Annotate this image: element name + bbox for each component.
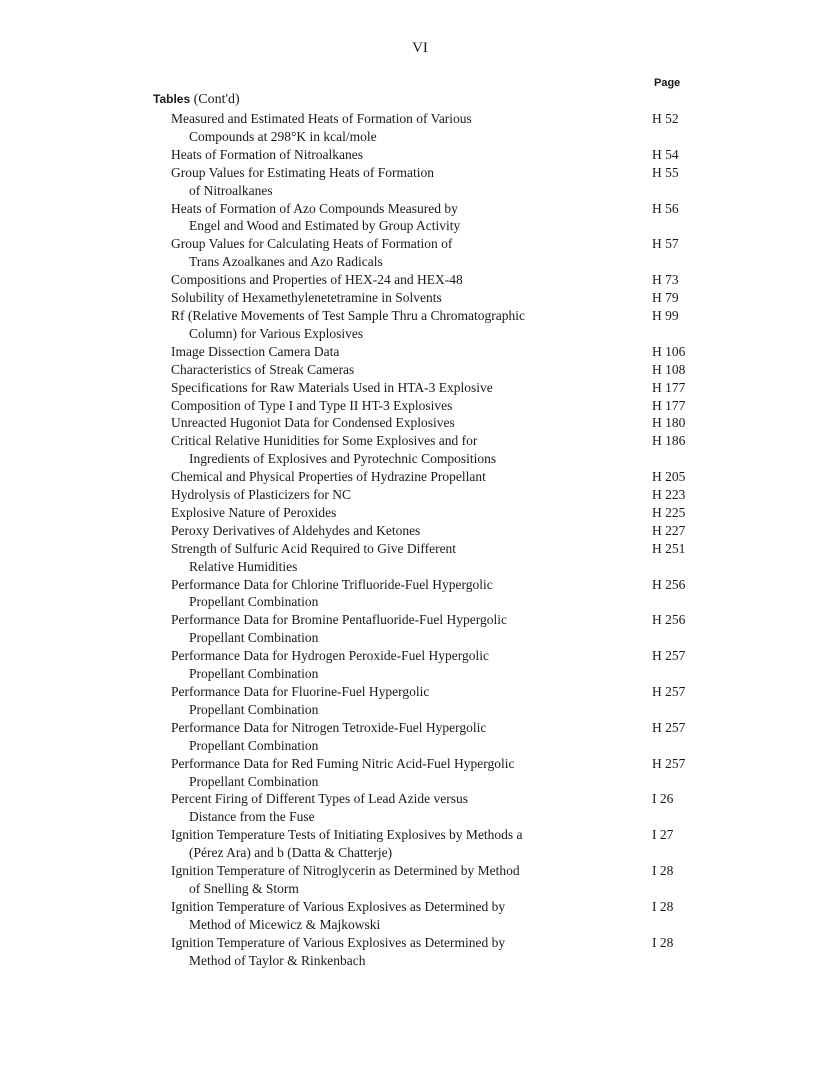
toc-entry xyxy=(171,504,711,522)
toc-entry-page: I 27 xyxy=(652,827,674,843)
toc-entry-title: Compositions and Properties of HEX-24 and HEX-48 xyxy=(171,272,463,288)
section-suffix: (Cont'd) xyxy=(190,92,240,107)
toc-entry xyxy=(171,164,711,200)
toc-entry-title: Performance Data for Red Fuming Nitric Acid-Fuel Hypergolic xyxy=(171,755,515,771)
toc-entry-page: I 28 xyxy=(652,898,674,914)
page-number: VI xyxy=(412,40,428,56)
toc-entry-page: H 108 xyxy=(652,361,686,377)
toc-entry-title-continued: Engel and Wood and Estimated by Group Activity xyxy=(189,218,461,234)
toc-entry xyxy=(171,862,711,898)
toc-entry-title-continued: of Snelling & Storm xyxy=(189,880,299,896)
toc-entry-title-continued: Distance from the Fuse xyxy=(189,809,315,825)
toc-entry-title-continued: of Nitroalkanes xyxy=(189,182,273,198)
toc-entry-page: H 251 xyxy=(652,540,686,556)
toc-entry xyxy=(171,468,711,486)
page-column-label: Page xyxy=(654,77,681,89)
toc-entry-title: Peroxy Derivatives of Aldehydes and Ketones xyxy=(171,522,421,538)
toc-entry-page: H 99 xyxy=(652,307,679,323)
toc-entry xyxy=(171,110,711,146)
toc-entry-title: Unreacted Hugoniot Data for Condensed Explosives xyxy=(171,415,455,431)
toc-entry-title: Rf (Relative Movements of Test Sample Thru a Chromatographic xyxy=(171,307,525,323)
toc-entry-title: Ignition Temperature Tests of Initiating Explosives by Methods a xyxy=(171,827,523,843)
toc-entry-title: Ignition Temperature of Nitroglycerin as Determined by Method xyxy=(171,863,520,879)
toc-entry-title: Performance Data for Hydrogen Peroxide-Fuel Hypergolic xyxy=(171,648,490,664)
toc-entry-title: Chemical and Physical Properties of Hydrazine Propellant xyxy=(171,469,486,485)
toc-entry-title: Critical Relative Hunidities for Some Explosives and for xyxy=(171,433,478,449)
toc-entry-page: H 106 xyxy=(652,343,686,359)
toc-entry-page: H 177 xyxy=(652,397,686,413)
toc-entry-title: Composition of Type I and Type II HT-3 Explosives xyxy=(171,397,453,413)
toc-entry-title-continued: Propellant Combination xyxy=(189,701,319,717)
toc-entry xyxy=(171,934,711,970)
toc-entry-page: H 223 xyxy=(652,487,686,503)
toc-entry-page: H 257 xyxy=(652,648,686,664)
toc-entry xyxy=(171,146,711,164)
toc-entry-page: H 225 xyxy=(652,504,686,520)
toc-entry-title-continued: Propellant Combination xyxy=(189,594,319,610)
toc-entry xyxy=(171,576,711,612)
toc-entry xyxy=(171,307,711,343)
toc-entry-title: Performance Data for Bromine Pentafluoride-Fuel Hypergolic xyxy=(171,612,508,628)
toc-entry-page: H 54 xyxy=(652,146,679,162)
toc-entry-title: Performance Data for Fluorine-Fuel Hypergolic xyxy=(171,684,430,699)
toc-entry-page: H 256 xyxy=(652,576,686,592)
toc-entry xyxy=(171,755,711,791)
toc-entry-page: H 180 xyxy=(652,415,686,431)
toc-entry-page: I 26 xyxy=(652,791,674,807)
toc-entry-page: H 227 xyxy=(652,522,686,538)
toc-entry-page: H 52 xyxy=(652,111,679,126)
toc-entry-page: H 257 xyxy=(652,755,686,771)
toc-entry xyxy=(171,898,711,934)
toc-entry xyxy=(171,235,711,271)
toc-entry-page: H 57 xyxy=(652,236,679,252)
toc-entry xyxy=(171,683,711,719)
toc-entry xyxy=(171,343,711,361)
toc-entry-title-continued: Trans Azoalkanes and Azo Radicals xyxy=(189,254,383,270)
toc-entry-page: H 257 xyxy=(652,719,686,735)
toc-entry-title-continued: Ingredients of Explosives and Pyrotechnic Compositions xyxy=(189,451,497,467)
toc-entry-title: Explosive Nature of Peroxides xyxy=(171,504,337,520)
toc-entry-page: H 56 xyxy=(652,200,679,216)
toc-entry xyxy=(171,271,711,289)
toc-entry-title-continued: Method of Taylor & Rinkenbach xyxy=(189,952,366,968)
toc-entry xyxy=(171,432,711,468)
toc-entry-title-continued: Method of Micewicz & Majkowski xyxy=(189,916,381,932)
toc-entry xyxy=(171,200,711,236)
toc-entry xyxy=(171,486,711,504)
section-title: Tables xyxy=(153,92,191,106)
toc-entry xyxy=(171,414,711,432)
toc-entry-title: Image Dissection Camera Data xyxy=(171,343,340,359)
toc-entry-title: Group Values for Calculating Heats of Formation of xyxy=(171,236,453,252)
toc-entry-title: Hydrolysis of Plasticizers for NC xyxy=(171,487,351,503)
toc-entry-title-continued: (Pérez Ara) and b (Datta & Chatterje) xyxy=(189,845,393,861)
toc-entry xyxy=(171,611,711,647)
toc-entry-page: H 73 xyxy=(652,272,679,288)
toc-entry xyxy=(171,719,711,755)
toc-entry xyxy=(171,826,711,862)
toc-entry-page: H 205 xyxy=(652,469,686,485)
toc-entry-title: Solubility of Hexamethylenetetramine in Solvents xyxy=(171,290,442,306)
toc-entry-title: Strength of Sulfuric Acid Required to Give Different xyxy=(171,540,457,556)
section-heading xyxy=(153,92,240,108)
toc-entry-page: H 256 xyxy=(652,612,686,628)
toc-entry xyxy=(171,361,711,379)
toc-entry-title: Ignition Temperature of Various Explosives as Determined by xyxy=(171,934,506,950)
toc-entry xyxy=(171,647,711,683)
toc-entry-title: Heats of Formation of Nitroalkanes xyxy=(171,146,363,162)
toc-entry xyxy=(171,397,711,415)
toc-entry-title: Measured and Estimated Heats of Formation of Various xyxy=(171,111,472,126)
toc-entry-page: I 28 xyxy=(652,934,674,950)
toc-entry-title-continued: Relative Humidities xyxy=(189,558,298,574)
toc-entry xyxy=(171,790,711,826)
toc-entry-title-continued: Propellant Combination xyxy=(189,773,319,789)
toc-entry-title-continued: Propellant Combination xyxy=(189,666,319,682)
toc-entry-title: Group Values for Estimating Heats of Formation xyxy=(171,164,434,180)
toc-entry-title-continued: Propellant Combination xyxy=(189,737,319,753)
toc-entry-title: Performance Data for Chlorine Trifluoride-Fuel Hypergolic xyxy=(171,576,493,592)
toc-entry-page: I 28 xyxy=(652,863,674,879)
toc-entry-page: H 177 xyxy=(652,379,686,395)
toc-entry-title-continued: Propellant Combination xyxy=(189,630,319,646)
toc-entry xyxy=(171,379,711,397)
toc-entry-title: Performance Data for Nitrogen Tetroxide-Fuel Hypergolic xyxy=(171,719,487,735)
toc-entry-title: Heats of Formation of Azo Compounds Measured by xyxy=(171,200,458,216)
toc-entry-title: Percent Firing of Different Types of Lead Azide versus xyxy=(171,791,468,807)
toc-entry-page: H 186 xyxy=(652,433,686,449)
table-of-contents-list xyxy=(171,110,711,970)
toc-entry xyxy=(171,289,711,307)
toc-entry-page: H 55 xyxy=(652,164,679,180)
toc-entry-title: Ignition Temperature of Various Explosives as Determined by xyxy=(171,898,506,914)
toc-entry-title: Specifications for Raw Materials Used in HTA-3 Explosive xyxy=(171,379,493,395)
toc-entry-page: H 79 xyxy=(652,290,679,306)
toc-entry-page: H 257 xyxy=(652,684,686,699)
toc-entry xyxy=(171,540,711,576)
toc-entry-title: Characteristics of Streak Cameras xyxy=(171,361,355,377)
toc-entry xyxy=(171,522,711,540)
toc-entry-title-continued: Column) for Various Explosives xyxy=(189,325,364,341)
toc-entry-title-continued: Compounds at 298°K in kcal/mole xyxy=(189,128,377,144)
